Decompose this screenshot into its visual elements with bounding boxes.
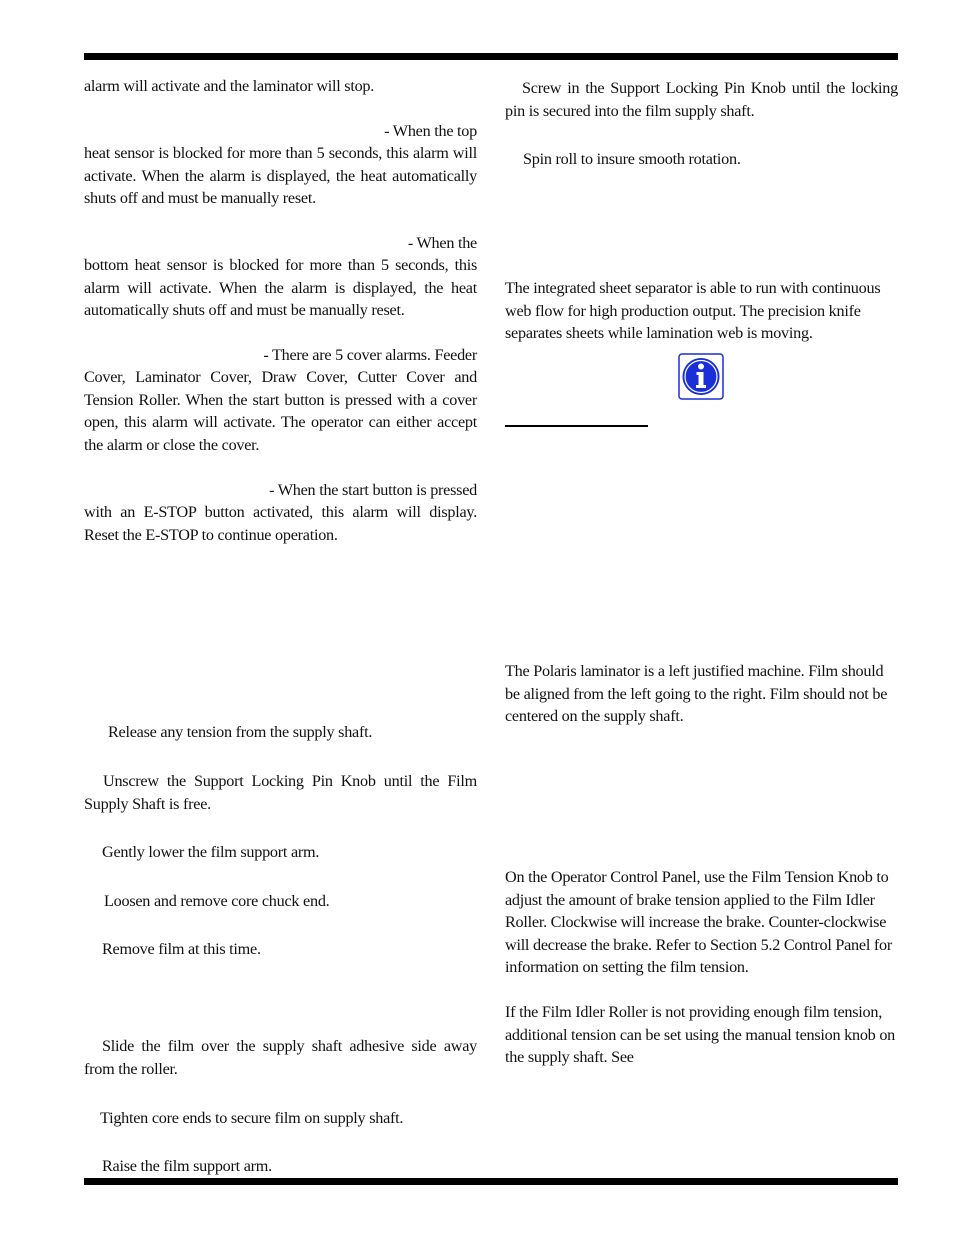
estop-lead: - When the start button is pressed	[269, 481, 477, 499]
alarm-stop-text: alarm will activate and the laminator will stop.	[84, 77, 375, 95]
step-lower-arm: Gently lower the film support arm.	[102, 843, 320, 861]
step-unscrew-knob: Unscrew the Support Locking Pin Knob until the Film Supply Shaft is free.	[84, 772, 477, 813]
step-tighten-core: Tighten core ends to secure film on supply shaft.	[100, 1109, 404, 1127]
info-icon	[678, 353, 724, 400]
step-remove-film: Remove film at this time.	[102, 940, 261, 958]
header-rule	[84, 53, 898, 60]
step-remove-chuck: Loosen and remove core chuck end.	[104, 892, 330, 910]
step-spin-roll: Spin roll to insure smooth rotation.	[523, 150, 741, 168]
sheet-separator-text: The integrated sheet separator is able to run with continuous web flow for high production output. The precision knife separates sheets while lamination web is moving.	[505, 279, 881, 342]
step-slide-film: Slide the film over the supply shaft adhesive side away from the roller.	[84, 1037, 477, 1078]
step-raise-arm: Raise the film support arm.	[102, 1157, 272, 1175]
bottom-heat-lead: - When the	[407, 234, 477, 252]
manual-tension-text: If the Film Idler Roller is not providing enough film tension, additional tension can be set using the manual tension knob on the supply shaft. See	[505, 1003, 896, 1066]
step-release-tension: Release any tension from the supply shaft.	[108, 723, 373, 741]
film-tension-knob-text: On the Operator Control Panel, use the Film Tension Knob to adjust the amount of brake tension applied to the Film Idler Roller. Clockwise will increase the brake. Counter-clockwise will decrease the brake. Refer to Section 5.2 Control Panel for information on setting the film tension.	[505, 868, 893, 976]
cover-alarm-body: Cover, Laminator Cover, Draw Cover, Cutter Cover and Tension Roller. When the start button is pressed with a cover open, this alarm will activate. The operator can either accept the alarm or close the cover.	[84, 368, 477, 454]
top-heat-lead: - When the top	[384, 122, 477, 140]
footer-rule	[84, 1178, 898, 1185]
section-underline	[505, 425, 648, 427]
bottom-heat-body: bottom heat sensor is blocked for more than 5 seconds, this alarm will activate. When the alarm is displayed, the heat automatically shuts off and must be manually reset.	[84, 256, 477, 319]
top-heat-body: heat sensor is blocked for more than 5 seconds, this alarm will activate. When the alarm is displayed, the heat automatically shuts off and must be manually reset.	[84, 144, 477, 207]
cover-alarm-lead: - There are 5 cover alarms. Feeder	[263, 346, 477, 364]
step-screw-knob: Screw in the Support Locking Pin Knob until the locking pin is secured into the film supply shaft.	[505, 79, 898, 120]
estop-body: with an E-STOP button activated, this alarm will display. Reset the E-STOP to continue operation.	[84, 503, 477, 544]
left-justified-text: The Polaris laminator is a left justified machine. Film should be aligned from the left going to the right. Film should not be centered on the supply shaft.	[505, 662, 888, 725]
